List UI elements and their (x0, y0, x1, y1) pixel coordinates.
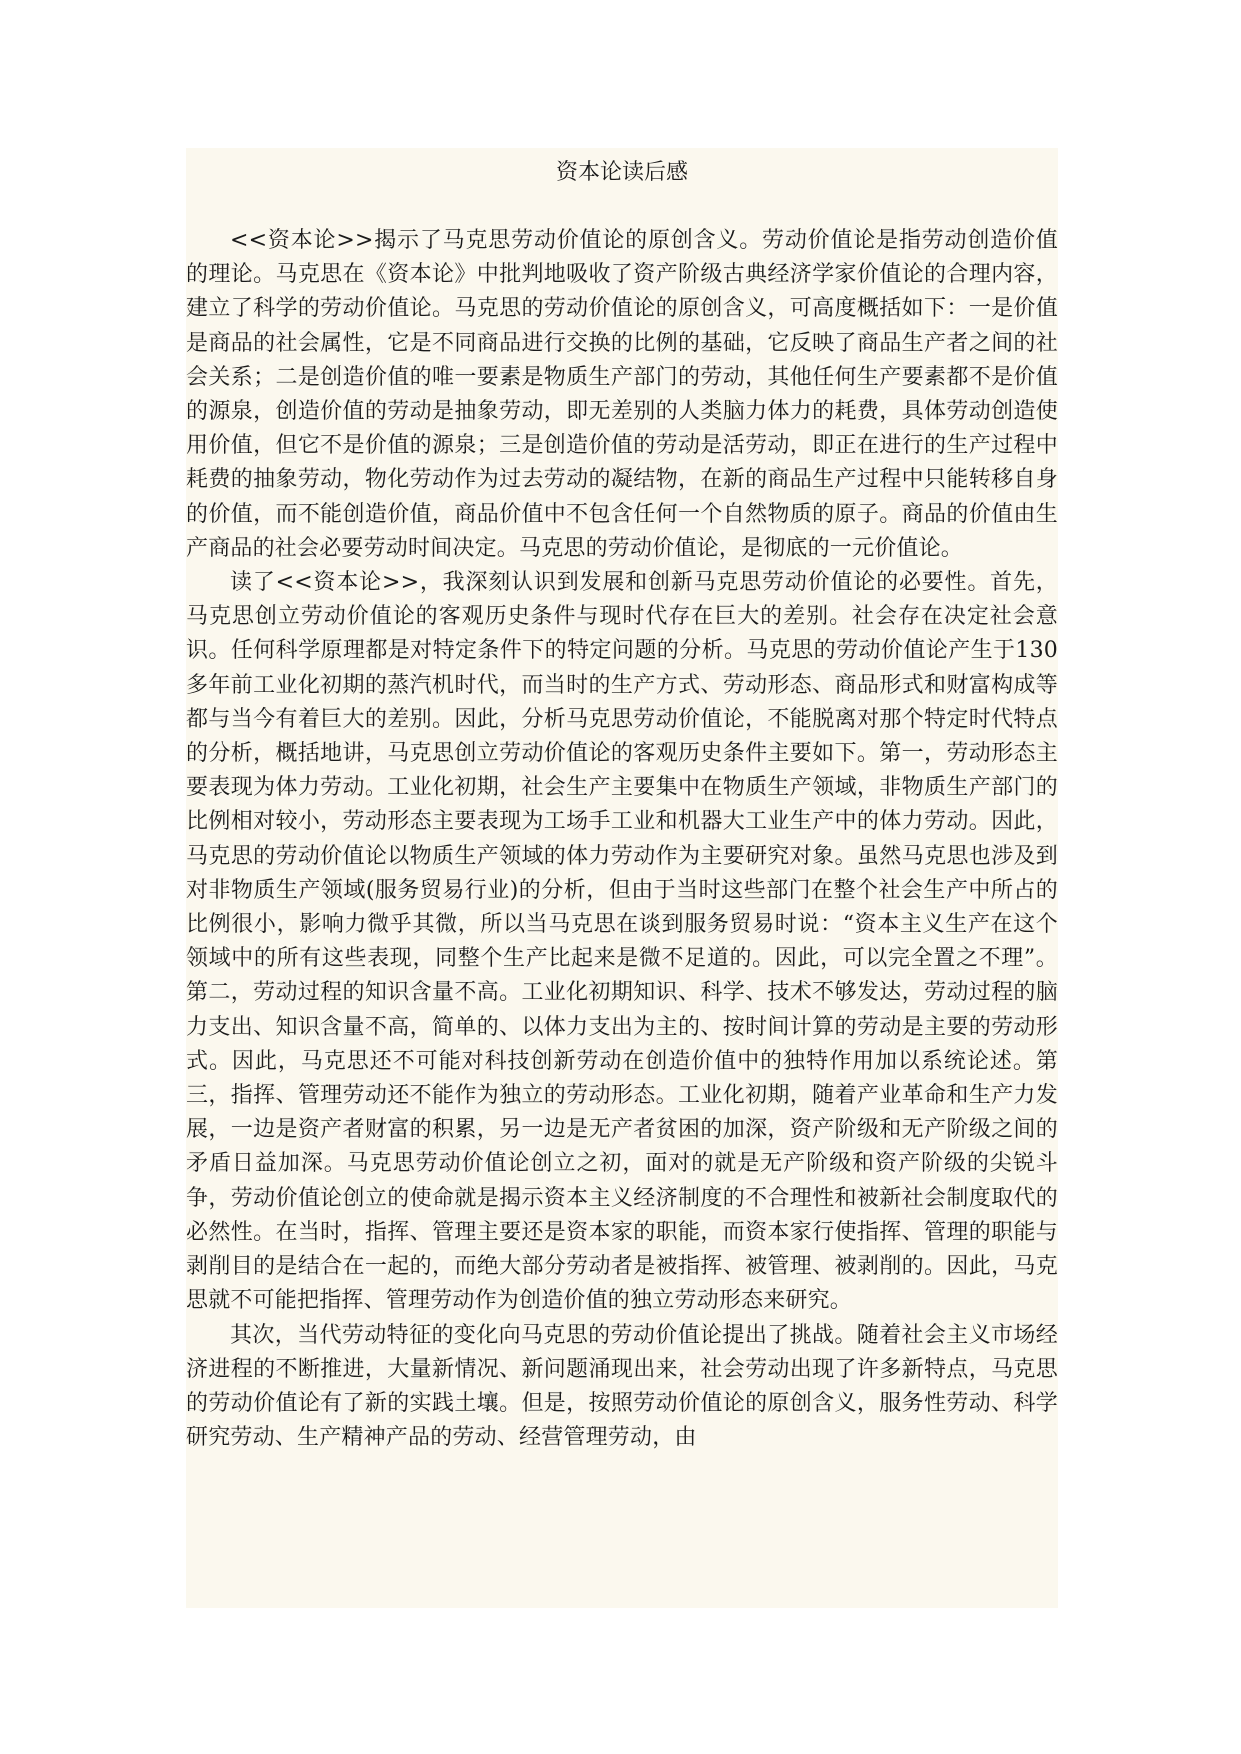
paragraph-2: 读了<<资本论>>，我深刻认识到发展和创新马克思劳动价值论的必要性。首先， 马克思创立劳动价值论的客观历史条件与现时代存在巨大的差别。社会存在决定社会意识。任何科学原理都是对特定条件下的特定问题的分析。马克思的劳动价值论产生于130多年前工业化初期的蒸汽机时代，而当时的生产方式、劳动形态、商品形式和财富构成等都与当今有着巨大的差别。因此，分析马克思劳动价值论，不能脱离对那个特定时代特点的分析，概括地讲，马克思创立劳动价值论的客观历史条件主要如下。第一，劳动形态主要表现为体力劳动。工业化初期，社会生产主要集中在物质生产领域，非物质生产部门的比例相对较小，劳动形态主要表现为工场手工业和机器大工业生产中的体力劳动。因此，马克思的劳动价值论以物质生产领域的体力劳动作为主要研究对象。虽然马克思也涉及到对非物质生产领域(服务贸易行业)的分析，但由于当时这些部门在整个社会生产中所占的比例很小，影响力微乎其微，所以当马克思在谈到服务贸易时说：“资本主义生产在这个领域中的所有这些表现，同整个生产比起来是微不足道的。因此，可以完全置之不理”。第二，劳动过程的知识含量不高。工业化初期知识、科学、技术不够发达，劳动过程的脑力支出、知识含量不高，简单的、以体力支出为主的、按时间计算的劳动是主要的劳动形式。因此，马克思还不可能对科技创新劳动在创造价值中的独特作用加以系统论述。第三，指挥、管理劳动还不能作为独立的劳动形态。工业化初期，随着产业革命和生产力发展，一边是资产者财富的积累，另一边是无产者贫困的加深，资产阶级和无产阶级之间的矛盾日益加深。马克思劳动价值论创立之初，面对的就是无产阶级和资产阶级的尖锐斗争，劳动价值论创立的使命就是揭示资本主义经济制度的不合理性和被新社会制度取代的必然性。在当时，指挥、管理主要还是资本家的职能，而资本家行使指挥、管理的职能与剥削目的是结合在一起的，而绝大部分劳动者是被指挥、被管理、被剥削的。因此，马克思就不可能把指挥、管理劳动作为创造价值的独立劳动形态来研究。 (186, 570, 1058, 1314)
document-page (186, 148, 1058, 1608)
paragraph-3: 其次，当代劳动特征的变化向马克思的劳动价值论提出了挑战。随着社会主义市场经济进程的不断推进，大量新情况、新问题涌现出来，社会劳动出现了许多新特点，马克思的劳动价值论有了新的实践土壤。但是，按照劳动价值论的原创含义，服务性劳动、科学研究劳动、生产精神产品的劳动、经营管理劳动，由 (186, 1322, 1058, 1451)
document-body (186, 190, 1058, 1455)
paragraph-1: <<资本论>>揭示了马克思劳动价值论的原创含义。劳动价值论是指劳动创造价值的理论。马克思在《资本论》中批判地吸收了资产阶级古典经济学家价值论的合理内容，建立了科学的劳动价值论。马克思的劳动价值论的原创含义，可高度概括如下：一是价值是商品的社会属性，它是不同商品进行交换的比例的基础，它反映了商品生产者之间的社会关系；二是创造价值的唯一要素是物质生产部门的劳动，其他任何生产要素都不是价值的源泉，创造价值的劳动是抽象劳动，即无差别的人类脑力体力的耗费，具体劳动创造使用价值，但它不是价值的源泉；三是创造价值的劳动是活劳动，即正在进行的生产过程中耗费的抽象劳动，物化劳动作为过去劳动的凝结物，在新的商品生产过程中只能转移自身的价值，而不能创造价值，商品价值中不包含任何一个自然物质的原子。商品的价值由生产商品的社会必要劳动时间决定。马克思的劳动价值论，是彻底的一元价值论。 (186, 228, 1058, 561)
document-title: 资本论读后感 (555, 160, 688, 185)
